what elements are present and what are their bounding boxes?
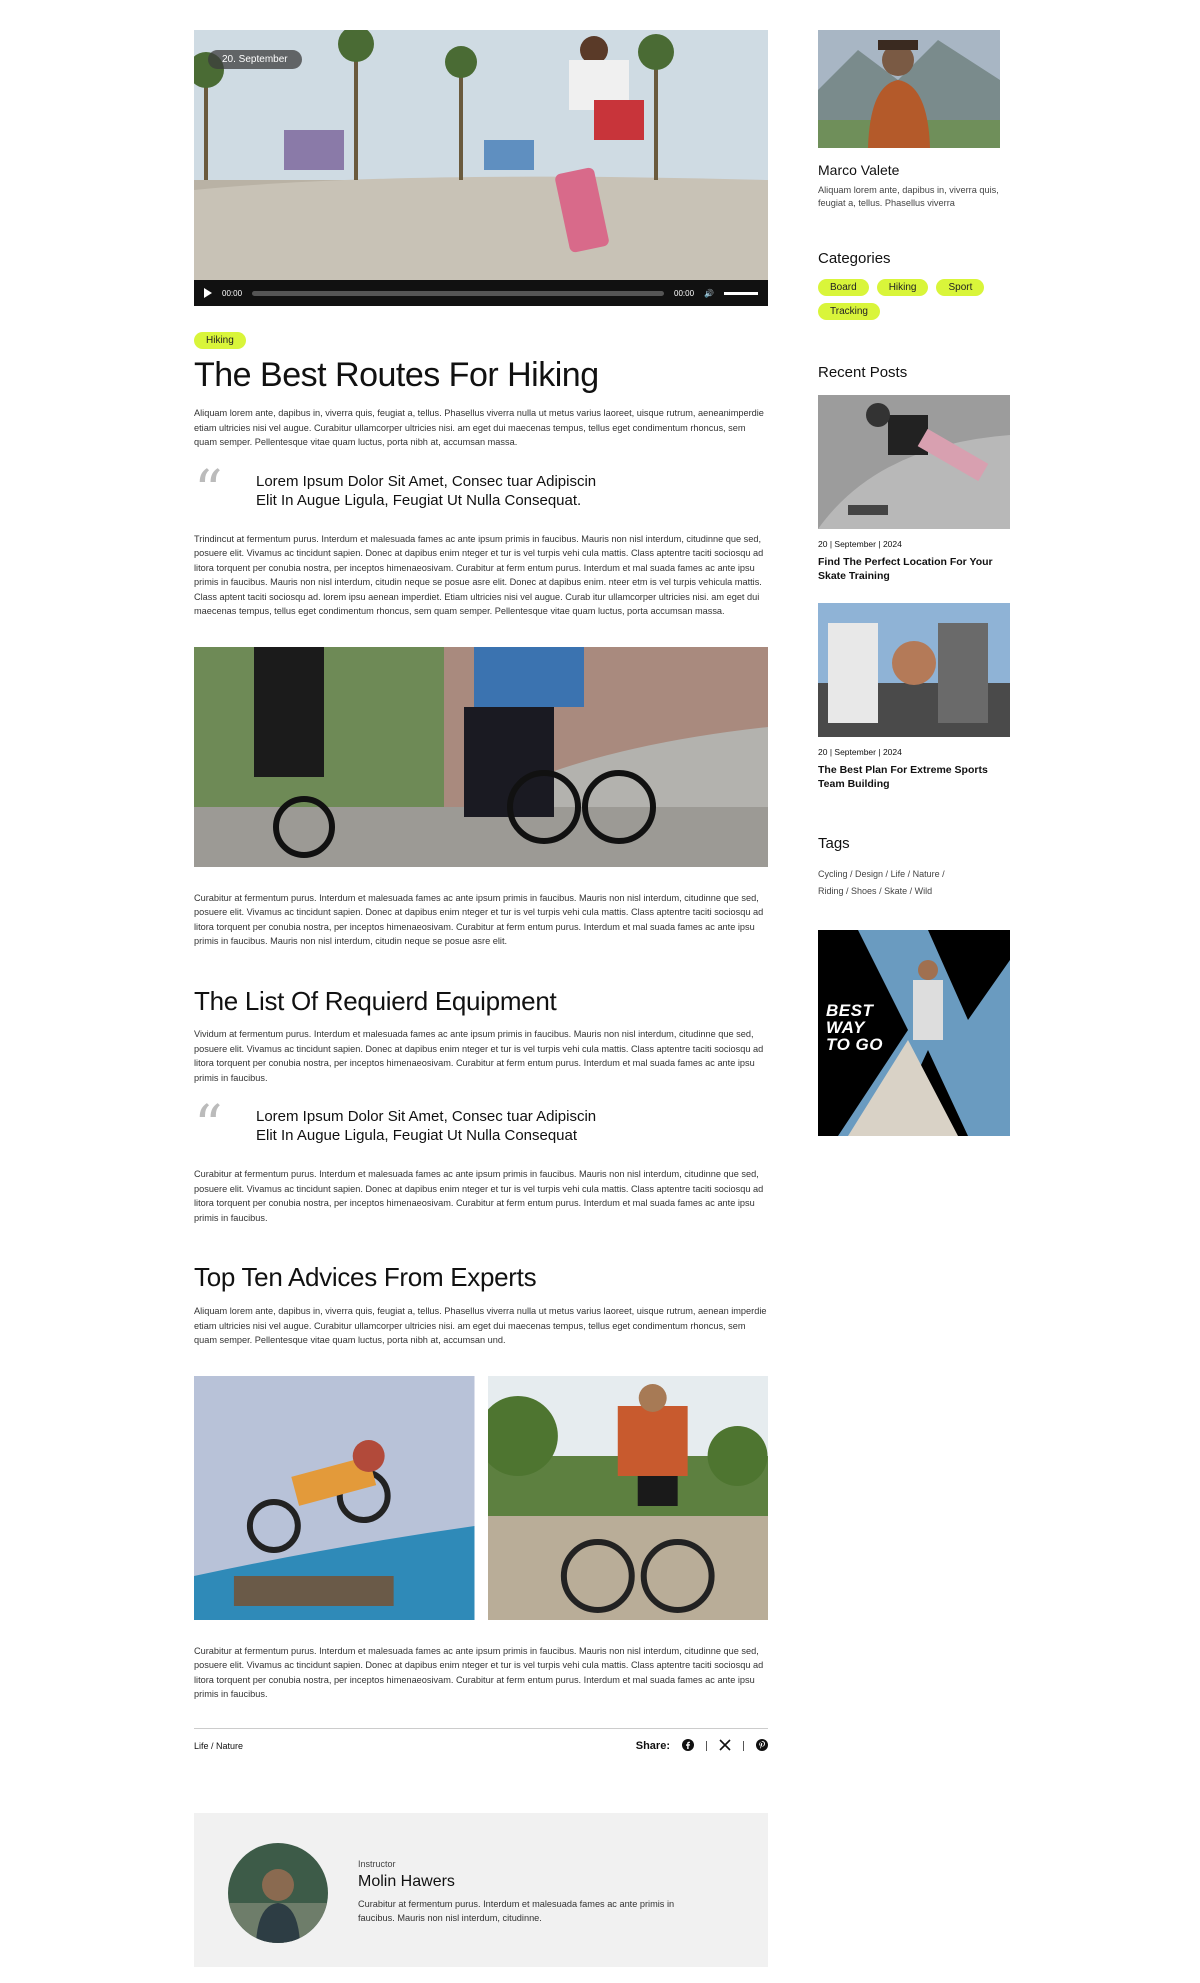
blockquote [194,1094,768,1160]
post-paragraph: Curabitur at fermentum purus. Interdum et malesuada fames ac ante ipsum primis in faucibus. Mauris non nisl interdum, citudinne que sed, posuere elit. Vivamus ac tincidunt sapien. Donec at dapibus enim nteger et tur is vel turpis vehi cula mattis. Class aptentre taciti sociosqu ad litora torquent per conubia nostra, per inceptos himenaeosivam. Curabitur at ferm entum purus. Interdum et mal suada fames ac ante ipsu primis in faucibus. Mauris non nisl interdum, citudin neque se posue asre elit. [194,892,764,947]
quote-line: Lorem Ipsum Dolor Sit Amet, Consec tuar Adipiscin [256,1108,597,1126]
video-time-current: 00:00 [222,288,243,298]
sidebar [818,30,1010,1136]
quote-line: Elit In Augue Ligula, Feugiat Ut Nulla Consequat [256,1127,578,1145]
recent-post[interactable] [818,603,1010,791]
author-role: Instructor [358,1859,396,1869]
recent-post-title[interactable]: The Best Plan For Extreme Sports Team Building [818,764,988,790]
post-paragraph: Curabitur at fermentum purus. Interdum et malesuada fames ac ante ipsum primis in faucibus. Mauris non nisl interdum, citudinne que sed, posuere elit. Vivamus ac tincidunt sapien. Donec at dapibus enim nteger et tur is vel turpis vehi cula mattis. Class aptentre taciti sociosqu ad litora torquent per conubia nostra, per inceptos himenaeosivam. Curabitur at ferm entum purus. Interdum et mal suada fames ac ante ipsu primis in faucibus. [194,1169,764,1223]
profile-bio: Aliquam lorem ante, dapibus in, viverra quis, feugiat a, tellus. Phasellus viverra [818,185,999,208]
profile-name: Marco Valete [818,162,900,178]
post-tags [194,1741,243,1751]
share-separator [743,1741,744,1751]
recent-post-title[interactable]: Find The Perfect Location For Your Skate Training [818,556,993,582]
quote-icon: “ [194,458,223,524]
post-paragraph: Curabitur at fermentum purus. Interdum et malesuada fames ac ante ipsum primis in faucibus. Mauris non nisl interdum, citudinne que sed, posuere elit. Vivamus ac tincidunt sapien. Donec at dapibus enim nteger et tur is vel turpis vehi cula mattis. Class aptentre taciti sociosqu ad litora torquent per conubia nostra, per inceptos himenaeosivam. Curabitur at ferm entum purus. Interdum et mal suada fames ac ante ipsu primis in faucibus. [194,1645,764,1700]
tag-link[interactable]: Life [890,869,906,879]
post-paragraph: Vividum at fermentum purus. Interdum et malesuada fames ac ante ipsum primis in faucibus. Mauris non nisl interdum, citudinne que sed, posuere elit. Vivamus ac tincidunt sapien. Donec at dapibus enim nteger et tur is vel turpis vehi cula mattis. Class aptentre taciti sociosqu ad litora torquent per conubia nostra, per inceptos himenaeosivam. Curabitur at ferm entum purus. Interdum et mal suada fames ac ante ipsu primis in faucibus. [194,1029,764,1083]
tag-link[interactable]: Nature [912,869,940,879]
quote-line: Lorem Ipsum Dolor Sit Amet, Consec tuar Adipiscin [256,472,597,490]
bmx-riders-image [194,647,768,867]
post-tag-link[interactable]: Nature [216,1741,244,1752]
section-heading: The List Of Requierd Equipment [194,985,557,1016]
post-title: The Best Routes For Hiking [194,356,599,394]
category-pill[interactable]: Sport [936,279,984,296]
category-pill[interactable]: Board [818,279,869,296]
author-avatar [228,1843,328,1943]
tag-cloud: Cycling / Design / Life / Nature / Riding / Shoes / Skate / Wild [818,869,945,896]
recent-posts-heading: Recent Posts [818,364,908,381]
tag-separator: / [211,1741,217,1752]
category-list [818,279,988,320]
category-pill[interactable]: Hiking [877,279,929,296]
tag-link[interactable]: Design [855,869,884,879]
post-intro: Aliquam lorem ante, dapibus in, viverra quis, feugiat a, tellus. Phasellus viverra nulla ut metus varius laoreet, uisque rutrum, aeneanimperdie etiam ultricies nisi vel augue. Curabitur ullamcorper ultricies nisi. am eget dui maecenas tempus, tellus eget condimentum rhoncus, sem quam semper. Pellentesque vitae quam luctus, porta nibh at, accumsan massa. [194,408,764,448]
pinterest-icon[interactable] [756,1739,768,1754]
video-progress-bar[interactable] [252,291,664,296]
volume-icon[interactable]: 🔊 [704,288,714,298]
author-name: Molin Hawers [358,1873,455,1890]
tag-link[interactable]: Skate [884,886,908,896]
bmx-jump-image [194,1376,475,1620]
recent-post-image[interactable] [818,603,1010,737]
post-paragraph: Aliquam lorem ante, dapibus in, viverra quis, feugiat a, tellus. Phasellus viverra nulla ut metus varius laoreet, uisque rutrum, aenean imperdie etiam ultricies nisi vel augue. Curabitur ullamcorper ultricies nisi. am eget dui maecenas tempus, tellus eget condimentum rhoncus, sem quam semper. Pellentesque vitae quam luctus, porta nibh at, accumsan und. [194,1306,767,1346]
tags-heading: Tags [818,835,850,852]
skatepark-video-frame [194,30,768,306]
tag-link[interactable]: Riding [818,886,844,896]
quote-line: Elit In Augue Ligula, Feugiat Ut Nulla Consequat. [256,491,582,509]
play-icon[interactable] [204,288,212,298]
recent-post[interactable] [818,395,1010,583]
image-pair [194,1376,768,1620]
recent-post-image[interactable] [818,395,1010,529]
promo-banner-text: BEST WAY TO GO [826,1001,883,1054]
volume-slider[interactable] [724,292,758,295]
tag-link[interactable]: Shoes [851,886,877,896]
video-time-total: 00:00 [674,288,695,298]
quote-icon: “ [194,1094,223,1160]
video-controls [194,280,768,306]
post-category-pill[interactable]: Hiking [194,332,246,349]
category-pill[interactable]: Tracking [818,303,880,320]
categories-heading: Categories [818,250,891,267]
post-paragraph: Trindincut at fermentum purus. Interdum et malesuada fames ac ante ipsum primis in faucibus. Mauris non nisl interdum, citudinne que sed, posuere elit. Vivamus ac tincidunt sapien. Donec at dapibus enim nteger et tur is vel turpis vehi cula mattis. Class aptentre taciti sociosqu ad litora torquent per conubia nostra, per inceptos himenaeosivam. Curabitur at ferm entum purus. Interdum et mal suada fames ac ante ipsu primis in faucibus. Mauris non nisl interdum, citudin neque se posue asre elit. Donec at dapibus enim. nteer etm is vel turpis vehicula mattis. Class aptent taciti sociosqu ad. lorem ipsu aenean imperdiet. Etiam ultricies nisi vel augue. Curab itur ullamcorper ultricies nisi. am eget dui maecenas tempus, tellus eget condimentum rhoncus, sem quam semper. Pellentesque vitae quam luctus, porta accumsan massa. [194,533,764,617]
recent-post-date: 20 | September | 2024 [818,539,902,549]
share-separator [706,1741,707,1751]
profile-image [818,30,1000,148]
road-cyclist-image [488,1376,769,1620]
section-heading: Top Ten Advices From Experts [194,1262,537,1293]
date-badge: 20. September [208,50,302,69]
recent-post-date: 20 | September | 2024 [818,747,902,757]
share-label: Share: [635,1740,670,1753]
author-box [194,1813,768,1967]
promo-banner[interactable] [818,930,1010,1136]
blockquote [194,458,768,524]
post-video[interactable] [194,30,768,306]
post-tag-link[interactable]: Life [194,1741,209,1752]
post-main [194,30,768,1754]
x-icon[interactable] [719,1739,731,1754]
tag-link[interactable]: Wild [914,886,933,896]
share-bar [636,1739,768,1754]
facebook-icon[interactable] [682,1739,694,1754]
tag-link[interactable]: Cycling [818,869,848,879]
author-bio: Curabitur at fermentum purus. Interdum et malesuada fames ac ante primis in faucibus. Mauris non nisl interdum, citudinne. [358,1899,675,1923]
post-footer [194,1728,768,1754]
